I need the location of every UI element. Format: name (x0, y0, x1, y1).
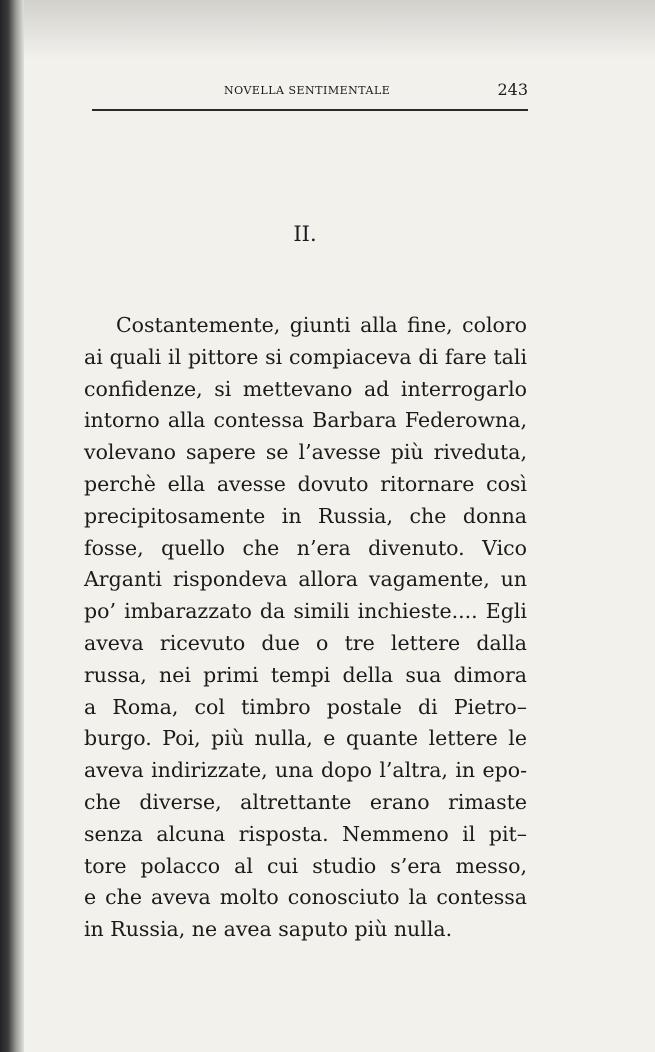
text-line: russa, nei primi tempi della sua dimora (84, 662, 527, 687)
page-top-shadow (24, 0, 655, 60)
text-line: Arganti rispondeva allora vagamente, un (84, 567, 527, 592)
body-paragraph (84, 310, 527, 946)
text-line: confidenze, si mettevano ad interrogarlo (84, 376, 527, 401)
text-line: po’ imbarazzato da simili inchieste.... Egli (84, 599, 527, 624)
text-line: fosse, quello che n’era divenuto. Vico (84, 535, 527, 560)
text-line: tore polacco al cui studio s’era messo, (84, 853, 527, 878)
text-line: ai quali il pittore si compiaceva di fare tali (84, 344, 527, 369)
text-line: Costantemente, giunti alla fine, coloro (116, 313, 527, 337)
page-header (92, 80, 528, 104)
running-title: NOVELLA SENTIMENTALE (224, 84, 391, 97)
text-line: senza alcuna risposta. Nemmeno il pit– (84, 821, 527, 846)
book-binding-edge (0, 0, 24, 1052)
text-line: aveva indirizzate, una dopo l’altra, in epo- (84, 758, 527, 783)
chapter-numeral: II. (293, 222, 317, 246)
text-line: in Russia, ne avea saputo più nulla. (84, 917, 453, 942)
text-line: e che aveva molto conosciuto la contessa (84, 885, 527, 910)
page-number: 243 (497, 80, 528, 99)
text-line: burgo. Poi, più nulla, e quante lettere le (84, 726, 527, 751)
text-line: volevano sapere se l’avesse più riveduta, (84, 440, 527, 465)
text-line: che diverse, altrettante erano rimaste (84, 789, 527, 814)
text-line: intorno alla contessa Barbara Federowna, (84, 408, 527, 433)
text-line: perchè ella avesse dovuto ritornare così (84, 471, 527, 496)
header-rule (92, 109, 528, 111)
text-line: precipitosamente in Russia, che donna (84, 503, 527, 528)
text-line: a Roma, col timbro postale di Pietro– (84, 694, 527, 719)
text-line: aveva ricevuto due o tre lettere dalla (84, 630, 527, 655)
